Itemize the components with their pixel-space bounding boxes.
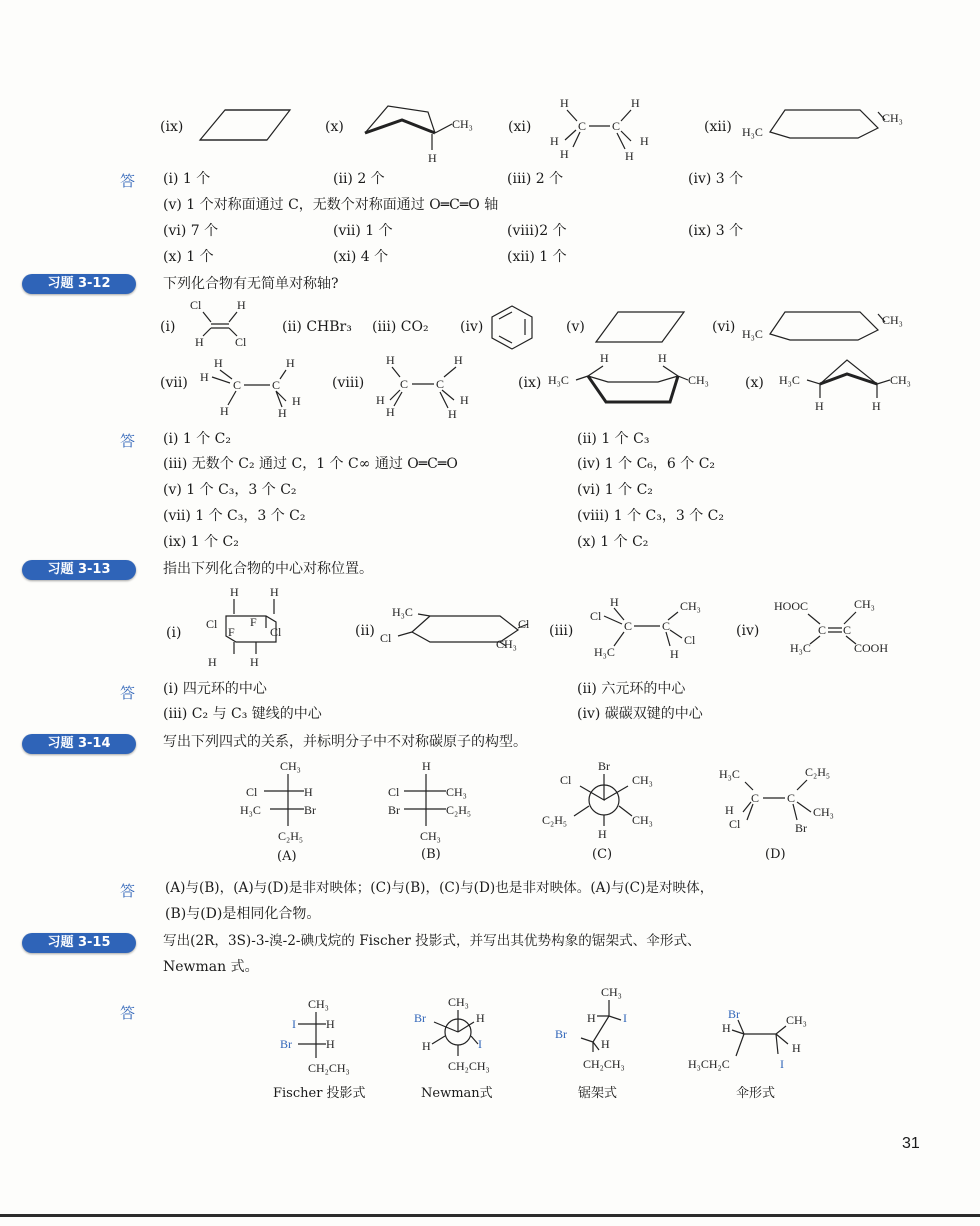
label-iii: (iii) — [549, 623, 574, 639]
h3c-label: H₃C — [240, 803, 261, 817]
h-label: H — [304, 785, 313, 799]
caption-fischer: Fischer 投影式 — [273, 1086, 366, 1101]
answer-item: (iii) 2 个 — [507, 171, 564, 187]
h-label: H — [640, 134, 649, 148]
label-x: (x) — [325, 119, 344, 135]
answer-item: (iii) 无数个 C₂ 通过 C，1 个 C∞ 通过 O═C═O — [163, 456, 458, 472]
ch3-label: CH₃ — [632, 773, 653, 787]
h-label: H — [625, 149, 634, 163]
caption-c: (C) — [592, 847, 613, 862]
question-3-14: 写出下列四式的关系，并标明分子中不对称碳原子的构型。 — [163, 734, 527, 750]
ch3-label: CH₃ — [882, 111, 903, 125]
h-label: H — [220, 404, 229, 418]
newman-projection-c — [540, 758, 670, 846]
h-label: H — [230, 585, 239, 599]
label-x: (x) — [745, 375, 764, 391]
ch3-label: CH₃ — [854, 597, 875, 611]
ch2ch3-label: CH₂CH₃ — [308, 1061, 350, 1075]
cl-label: Cl — [270, 625, 282, 639]
sawhorse-d — [715, 762, 855, 842]
cl-label: Cl — [388, 785, 400, 799]
c-label: C — [843, 623, 852, 637]
br-label: Br — [795, 821, 807, 835]
h-label: H — [792, 1041, 801, 1055]
answer-item: (iii) C₂ 与 C₃ 键线的中心 — [163, 706, 322, 722]
h3c-label: H₃C — [594, 645, 615, 659]
i-label: I — [478, 1037, 482, 1051]
cl-label: Cl — [190, 298, 202, 312]
h-label: H — [214, 356, 223, 370]
fischer-projection-3-15 — [278, 994, 378, 1076]
answer-item: (ix) 1 个 C₂ — [163, 534, 239, 550]
cyclohexane-v — [592, 306, 687, 346]
caption-a: (A) — [277, 849, 297, 864]
ch3-label: CH₃ — [680, 599, 701, 613]
label-vi: (vi) — [712, 319, 736, 335]
answer-item: (iv) 3 个 — [688, 171, 744, 187]
h-label: H — [428, 151, 437, 165]
caption-d: (D) — [765, 847, 786, 862]
answer-item: (iv) 碳碳双键的中心 — [577, 706, 703, 722]
f-label: F — [250, 615, 257, 629]
ch2ch3-label: CH₂CH₃ — [583, 1057, 625, 1071]
c-label: C — [233, 378, 242, 392]
label-iv: (iv) — [736, 623, 760, 639]
c2h5-label: C₂H₅ — [542, 813, 568, 827]
answer-item: (ii) 1 个 C₃ — [577, 431, 650, 447]
c-label: C — [818, 623, 827, 637]
exercise-badge-3-12: 习题 3-12 — [22, 274, 136, 294]
h3c-label: H₃C — [742, 327, 763, 341]
c-label: C — [624, 619, 633, 633]
answer-item: (ii) 2 个 — [333, 171, 385, 187]
answer-item: (x) 1 个 — [163, 249, 214, 265]
cl-label: Cl — [380, 631, 392, 645]
h-label: H — [326, 1017, 335, 1031]
h3c-label: H₃C — [719, 767, 740, 781]
h-label: H — [658, 351, 667, 365]
ch3-label: CH₃ — [813, 805, 834, 819]
i-label: I — [292, 1017, 296, 1031]
caption-b: (B) — [421, 847, 441, 862]
ethane-vii — [200, 355, 310, 420]
benzene-iv — [488, 304, 536, 350]
h-label: H — [872, 399, 881, 413]
i-label: I — [623, 1011, 627, 1025]
c-label: C — [436, 377, 445, 391]
cooh-label: COOH — [854, 641, 889, 655]
c-label: C — [751, 791, 760, 805]
h-label: H — [476, 1011, 485, 1025]
c2h5-label: C₂H₅ — [278, 829, 304, 843]
br-label: Br — [304, 803, 316, 817]
c-label: C — [662, 619, 671, 633]
answer-item: (viii)2 个 — [507, 223, 567, 239]
h3c-label: H₃C — [548, 373, 569, 387]
label-ix: (ix) — [518, 375, 542, 391]
cl-label: Cl — [246, 785, 258, 799]
h-label: H — [815, 399, 824, 413]
ch3-label: CH₃ — [280, 759, 301, 773]
question-3-15-line1: 写出(2R，3S)-3-溴-2-碘戊烷的 Fischer 投影式，并写出其优势构象的锯架式、伞形式、 — [163, 933, 701, 949]
ch3-label: CH₃ — [496, 637, 517, 651]
h3c-label: H₃C — [790, 641, 811, 655]
label-ii: (ii) CHBr₃ — [282, 319, 352, 335]
page-bottom-rule — [0, 1214, 980, 1217]
ch3-label: CH₃ — [308, 997, 329, 1011]
h-label: H — [422, 1039, 431, 1053]
answer-item: (ix) 3 个 — [688, 223, 744, 239]
wedge-dash-3-15 — [688, 1004, 828, 1074]
br-label: Br — [388, 803, 400, 817]
answer-marker: 答 — [120, 172, 136, 190]
label-xi: (xi) — [508, 119, 532, 135]
cyclohexane-chair-ix — [195, 102, 295, 144]
ch3-label: CH₃ — [420, 829, 441, 843]
h-label: H — [587, 1011, 596, 1025]
question-3-12: 下列化合物有无简单对称轴? — [163, 276, 339, 292]
answer-item: (ii) 六元环的中心 — [577, 681, 686, 697]
label-viii: (viii) — [332, 375, 365, 391]
label-iii: (iii) CO₂ — [372, 319, 429, 335]
ch3-label: CH₃ — [688, 373, 709, 387]
ch3-label: CH₃ — [452, 117, 473, 131]
h-label: H — [460, 393, 469, 407]
label-v: (v) — [566, 319, 585, 335]
caption-sawhorse: 锯架式 — [578, 1086, 618, 1101]
fischer-projection-b — [384, 756, 494, 846]
label-i: (i) — [160, 319, 176, 335]
dichloroethene-i — [185, 296, 255, 349]
bicyclic-structure-x — [360, 98, 480, 168]
answer-item: (vii) 1 个 C₃，3 个 C₂ — [163, 508, 306, 524]
label-ix: (ix) — [160, 119, 184, 135]
h-label: H — [560, 96, 569, 110]
h3cch2-label: H₃CH₂C — [688, 1057, 730, 1071]
answer-item: (xii) 1 个 — [507, 249, 567, 265]
fischer-projection-a — [236, 756, 346, 846]
br-label: Br — [280, 1037, 292, 1051]
cl-label: Cl — [684, 633, 696, 647]
br-label: Br — [728, 1007, 740, 1021]
c-label: C — [578, 119, 587, 133]
ch3-label: CH₃ — [882, 313, 903, 327]
h-label: H — [250, 655, 259, 669]
butenedioic-acid-iv — [770, 594, 910, 660]
answer-item: (vi) 7 个 — [163, 223, 219, 239]
ethane-viii — [372, 352, 482, 420]
h-label: H — [195, 335, 204, 349]
h3c-label: H₃C — [392, 605, 413, 619]
cl-label: Cl — [560, 773, 572, 787]
ch3-label: CH₃ — [632, 813, 653, 827]
answer-item: (xi) 4 个 — [333, 249, 389, 265]
label-i: (i) — [166, 625, 182, 641]
answer-item: (viii) 1 个 C₃，3 个 C₂ — [577, 508, 724, 524]
h3c-label: H₃C — [742, 125, 763, 139]
cl-label: Cl — [235, 335, 247, 349]
answer-item: (v) 1 个对称面通过 C，无数个对称面通过 O═C═O 轴 — [163, 197, 499, 213]
h-label: H — [422, 759, 431, 773]
h-label: H — [670, 647, 679, 661]
cl-label: Cl — [206, 617, 218, 631]
caption-newman: Newman式 — [421, 1086, 493, 1101]
answer-item: (iv) 1 个 C₆，6 个 C₂ — [577, 456, 716, 472]
answer-item: (v) 1 个 C₃，3 个 C₂ — [163, 482, 297, 498]
ch3-label: CH₃ — [786, 1013, 807, 1027]
ch3-label: CH₃ — [448, 995, 469, 1009]
cl-label: Cl — [518, 617, 530, 631]
answer-3-14-line1: (A)与(B)，(A)与(D)是非对映体；(C)与(B)，(C)与(D)也是非对映体。(A)与(C)是对映体， — [165, 880, 714, 896]
question-3-13: 指出下列化合物的中心对称位置。 — [163, 561, 373, 577]
h-label: H — [292, 394, 301, 408]
answer-item: (vi) 1 个 C₂ — [577, 482, 653, 498]
h-label: H — [237, 298, 246, 312]
h-label: H — [286, 356, 295, 370]
exercise-badge-3-15: 习题 3-15 — [22, 933, 136, 953]
answer-item: (i) 1 个 C₂ — [163, 431, 231, 447]
c-label: C — [400, 377, 409, 391]
h-label: H — [550, 134, 559, 148]
ch3-label: CH₃ — [446, 785, 467, 799]
dimethylcyclohexane-vi — [740, 302, 920, 347]
h-label: H — [610, 595, 619, 609]
f-label: F — [228, 625, 235, 639]
h-label: H — [725, 803, 734, 817]
i-label: I — [780, 1057, 784, 1071]
ch3-label: CH₃ — [601, 985, 622, 999]
cl-label: Cl — [590, 609, 602, 623]
c-label: C — [272, 378, 281, 392]
answer-marker: 答 — [120, 1004, 136, 1022]
h-label: H — [326, 1037, 335, 1051]
h-label: H — [600, 351, 609, 365]
hooc-label: HOOC — [774, 599, 809, 613]
h-label: H — [454, 353, 463, 367]
h-label: H — [598, 827, 607, 841]
label-vii: (vii) — [160, 375, 188, 391]
ch2ch3-label: CH₂CH₃ — [448, 1059, 490, 1073]
label-ii: (ii) — [355, 623, 375, 639]
h-label: H — [560, 147, 569, 161]
h3c-label: H₃C — [779, 373, 800, 387]
ethane-sawhorse-xi — [545, 95, 655, 165]
c-label: C — [612, 119, 621, 133]
c2h5-label: C₂H₅ — [805, 765, 831, 779]
h-label: H — [386, 405, 395, 419]
h-label: H — [200, 370, 209, 384]
h-label: H — [270, 585, 279, 599]
answer-item: (x) 1 个 C₂ — [577, 534, 649, 550]
h-label: H — [631, 96, 640, 110]
sawhorse-3-15 — [553, 982, 653, 1072]
dimethylcyclohexane-boat-ix — [548, 350, 728, 410]
cyclobutane-i — [200, 584, 300, 670]
answer-marker: 答 — [120, 432, 136, 450]
dichlorodimethylcyclohexane-ii — [378, 604, 548, 654]
caption-wedge: 伞形式 — [736, 1086, 776, 1101]
page-number: 31 — [902, 1135, 920, 1152]
label-iv: (iv) — [460, 319, 484, 335]
c-label: C — [787, 791, 796, 805]
h-label: H — [278, 406, 287, 420]
label-xii: (xii) — [704, 119, 732, 135]
answer-item: (vii) 1 个 — [333, 223, 393, 239]
ethane-newman-iii — [586, 594, 716, 662]
answer-item: (i) 1 个 — [163, 171, 211, 187]
cl-label: Cl — [729, 817, 741, 831]
br-label: Br — [555, 1027, 567, 1041]
h-label: H — [722, 1021, 731, 1035]
answer-marker: 答 — [120, 882, 136, 900]
answer-item: (i) 四元环的中心 — [163, 681, 267, 697]
br-label: Br — [598, 759, 610, 773]
h-label: H — [448, 407, 457, 421]
exercise-badge-3-14: 习题 3-14 — [22, 734, 136, 754]
h-label: H — [386, 353, 395, 367]
h-label: H — [601, 1037, 610, 1051]
br-label: Br — [414, 1011, 426, 1025]
question-3-15-line2: Newman 式。 — [163, 959, 259, 975]
ch3-label: CH₃ — [890, 373, 911, 387]
h-label: H — [376, 393, 385, 407]
dimethylcyclohexane-xii — [740, 100, 920, 145]
answer-3-14-line2: (B)与(D)是相同化合物。 — [165, 906, 321, 922]
dimethylcyclopropane-x — [775, 352, 925, 412]
c2h5-label: C₂H₅ — [446, 803, 472, 817]
newman-projection-3-15 — [412, 992, 522, 1078]
h-label: H — [208, 655, 217, 669]
exercise-badge-3-13: 习题 3-13 — [22, 560, 136, 580]
answer-marker: 答 — [120, 684, 136, 702]
